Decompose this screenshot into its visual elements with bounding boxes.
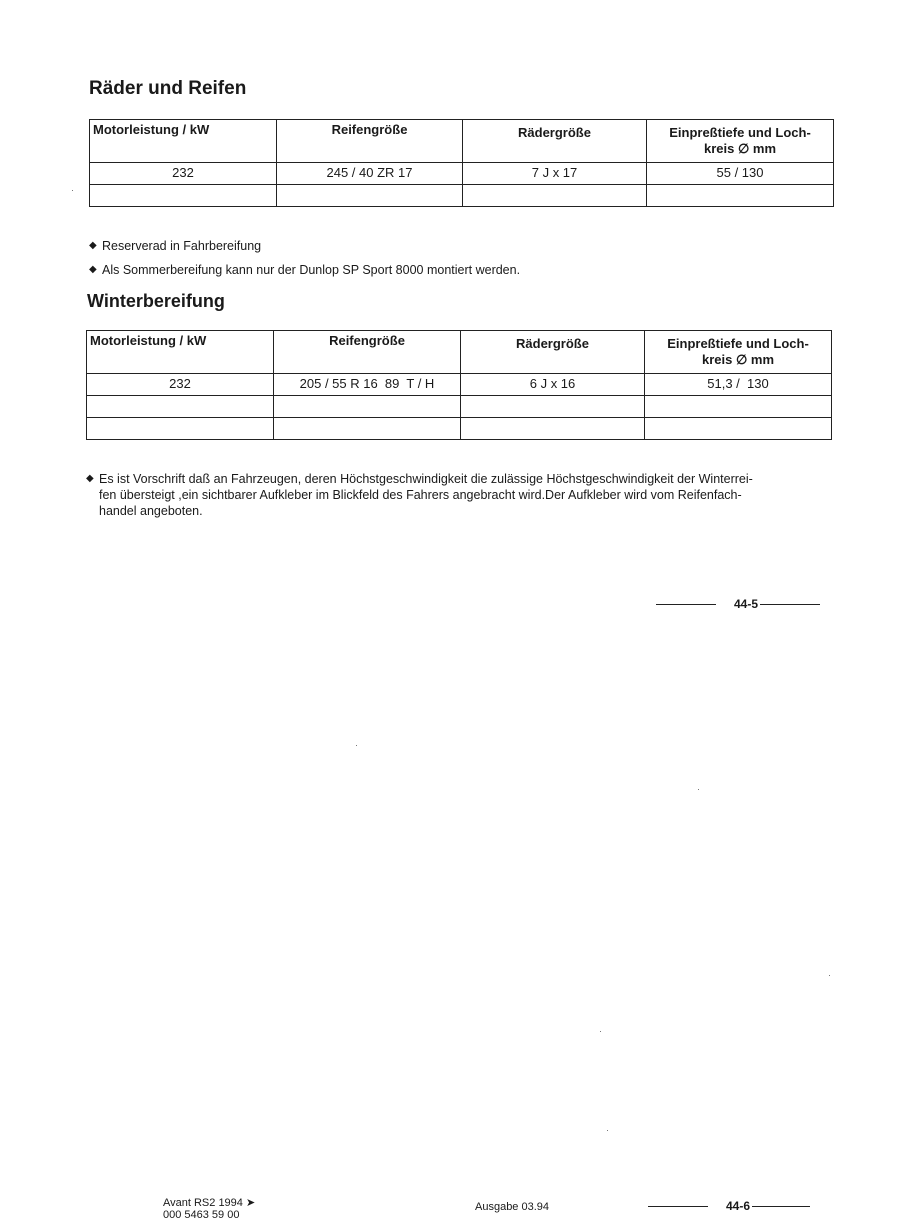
header-offset-bolt-circle: Einpreßtiefe und Loch- kreis ∅ mm <box>645 331 832 374</box>
footer-model-info <box>163 1197 255 1221</box>
cell-tire-size: 245 / 40 ZR 17 <box>277 163 463 185</box>
table-row <box>87 418 832 440</box>
cell-wheel-size <box>461 396 645 418</box>
header-tire-size: Reifengröße <box>274 331 461 374</box>
note-text: Reserverad in Fahrbereifung <box>102 239 262 253</box>
scan-speck <box>607 1130 608 1131</box>
list-item <box>89 234 829 258</box>
cell-wheel-size <box>463 185 647 207</box>
winter-tires-table <box>86 330 832 440</box>
page-number-footer <box>648 1199 810 1213</box>
winter-tires-notes <box>86 471 831 519</box>
diamond-bullet-icon: ◆ <box>89 264 97 275</box>
table-row <box>87 396 832 418</box>
wheels-tires-notes <box>89 234 829 282</box>
header-tire-size: Reifengröße <box>277 120 463 163</box>
diamond-bullet-icon: ◆ <box>86 473 94 484</box>
section-title-winter-tires: Winterbereifung <box>87 291 225 311</box>
cell-tire-size: 205 / 55 R 16 89 T / H <box>274 374 461 396</box>
footer-part-number: 000 5463 59 00 <box>163 1209 240 1221</box>
scan-speck <box>356 745 357 746</box>
cell-offset-bolt-circle <box>645 418 832 440</box>
table-header-row <box>87 331 832 374</box>
list-item <box>89 258 829 282</box>
divider <box>760 604 820 605</box>
cell-engine-power <box>90 185 277 207</box>
section-title-wheels-tires: Räder und Reifen <box>89 78 247 99</box>
cell-offset-bolt-circle <box>645 396 832 418</box>
arrow-right-icon: ➤ <box>245 1197 256 1209</box>
footer-model: Avant RS2 1994 <box>163 1197 243 1209</box>
cell-offset-bolt-circle: 55 / 130 <box>647 163 834 185</box>
note-text: Es ist Vorschrift daß an Fahrzeugen, deren Höchstgeschwindigkeit die zulässige Höchstgeschwindigkeit der Winterrei- fen übersteigt ,ein sichtbarer Aufkleber im Blickfeld des Fahrers angebracht wird.Der Aufkleber wird vom Reifenfach- handel angeboten. <box>99 472 753 518</box>
header-engine-power: Motorleistung / kW <box>90 120 277 163</box>
header-offset-bolt-circle: Einpreßtiefe und Loch- kreis ∅ mm <box>647 120 834 163</box>
divider <box>648 1206 708 1207</box>
cell-wheel-size <box>461 418 645 440</box>
cell-wheel-size: 7 J x 17 <box>463 163 647 185</box>
cell-engine-power: 232 <box>90 163 277 185</box>
diamond-bullet-icon: ◆ <box>89 240 97 251</box>
page-number-text: 44-5 <box>734 597 759 611</box>
table-row <box>90 163 834 185</box>
cell-offset-bolt-circle <box>647 185 834 207</box>
cell-engine-power <box>87 418 274 440</box>
cell-engine-power <box>87 396 274 418</box>
table-header-row <box>90 120 834 163</box>
page-number-text: 44-6 <box>726 1199 751 1213</box>
cell-tire-size <box>274 418 461 440</box>
scan-speck <box>698 789 699 790</box>
page-number-upper <box>656 597 820 611</box>
footer-edition: Ausgabe 03.94 <box>475 1201 550 1213</box>
header-engine-power: Motorleistung / kW <box>87 331 274 374</box>
divider <box>656 604 716 605</box>
header-wheel-size: Rädergröße <box>463 120 647 163</box>
scan-speck <box>829 975 830 976</box>
scan-speck <box>600 1031 601 1032</box>
table-row <box>87 374 832 396</box>
cell-engine-power: 232 <box>87 374 274 396</box>
table-row <box>90 185 834 207</box>
divider <box>752 1206 810 1207</box>
cell-tire-size <box>274 396 461 418</box>
list-item <box>86 471 831 519</box>
scan-speck <box>72 190 73 191</box>
header-wheel-size: Rädergröße <box>461 331 645 374</box>
cell-tire-size <box>277 185 463 207</box>
cell-wheel-size: 6 J x 16 <box>461 374 645 396</box>
wheels-tires-table <box>89 119 834 207</box>
cell-offset-bolt-circle: 51,3 / 130 <box>645 374 832 396</box>
note-text: Als Sommerbereifung kann nur der Dunlop SP Sport 8000 montiert werden. <box>102 263 521 277</box>
